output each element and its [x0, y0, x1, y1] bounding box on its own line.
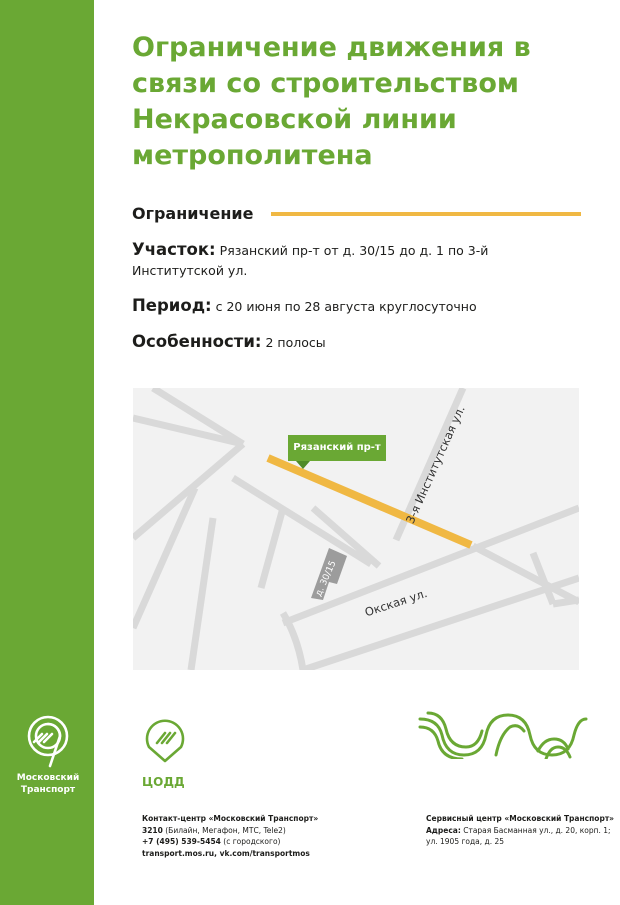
title-line3: Некрасовской линии [132, 104, 457, 135]
features-value: 2 полосы [265, 335, 326, 350]
address-line2: ул. 1905 года, д. 25 [426, 837, 505, 846]
service-center-info [426, 813, 616, 848]
brand-name-line1: Московский [16, 773, 80, 783]
website-links[interactable]: transport.mos.ru, vk.com/transportmos [142, 848, 310, 858]
address-label: Адреса: [426, 825, 461, 835]
period-value: с 20 июня по 28 августа круглосуточно [215, 299, 477, 314]
restriction-map [133, 388, 579, 670]
service-center-title: Сервисный центр «Московский Транспорт» [426, 814, 615, 823]
period-row [132, 296, 477, 317]
area-value: Рязанский пр-т от д. 30/15 до д. 1 по 3-й Институтской ул. [132, 243, 489, 278]
phone-note: (с городского) [220, 837, 281, 846]
page-title [132, 30, 592, 174]
title-line1: Ограничение движения в [132, 32, 531, 63]
period-label: Период: [132, 296, 212, 315]
short-number-note: (Билайн, Мегафон, МТС, Tele2) [162, 825, 286, 835]
wave-ornament-icon [418, 711, 588, 759]
street-label-okskaya: Окская ул. [363, 586, 429, 620]
section-divider [271, 212, 581, 216]
house-label: д. 30/15 [314, 559, 339, 599]
codd-logo-icon [140, 713, 190, 765]
codd-label: ЦОДД [142, 775, 185, 789]
map-streets [133, 388, 579, 670]
section-heading: Ограничение [132, 204, 254, 223]
street-label-institutskaya: 3-я Институтская ул. [403, 403, 468, 526]
short-number: 3210 [142, 825, 163, 835]
title-line2: связи со строительством [132, 68, 520, 99]
road-callout: Рязанский пр-т [288, 435, 386, 461]
green-sidebar [0, 0, 94, 905]
features-row [132, 332, 326, 353]
address-line1: Старая Басманная ул., д. 20, корп. 1; [460, 825, 611, 835]
callout-pointer [296, 461, 310, 469]
area-row [132, 240, 572, 281]
area-label: Участок: [132, 240, 216, 259]
moscow-transport-logo-icon [20, 712, 76, 770]
title-line4: метрополитена [132, 140, 373, 171]
brand-name-line2: Транспорт [20, 785, 76, 795]
contact-center-title: Контакт-центр «Московский Транспорт» [142, 814, 319, 823]
features-label: Особенности: [132, 332, 262, 351]
contact-center-info [142, 813, 372, 859]
brand-name [6, 772, 90, 796]
phone-number[interactable]: +7 (495) 539-5454 [142, 837, 221, 846]
